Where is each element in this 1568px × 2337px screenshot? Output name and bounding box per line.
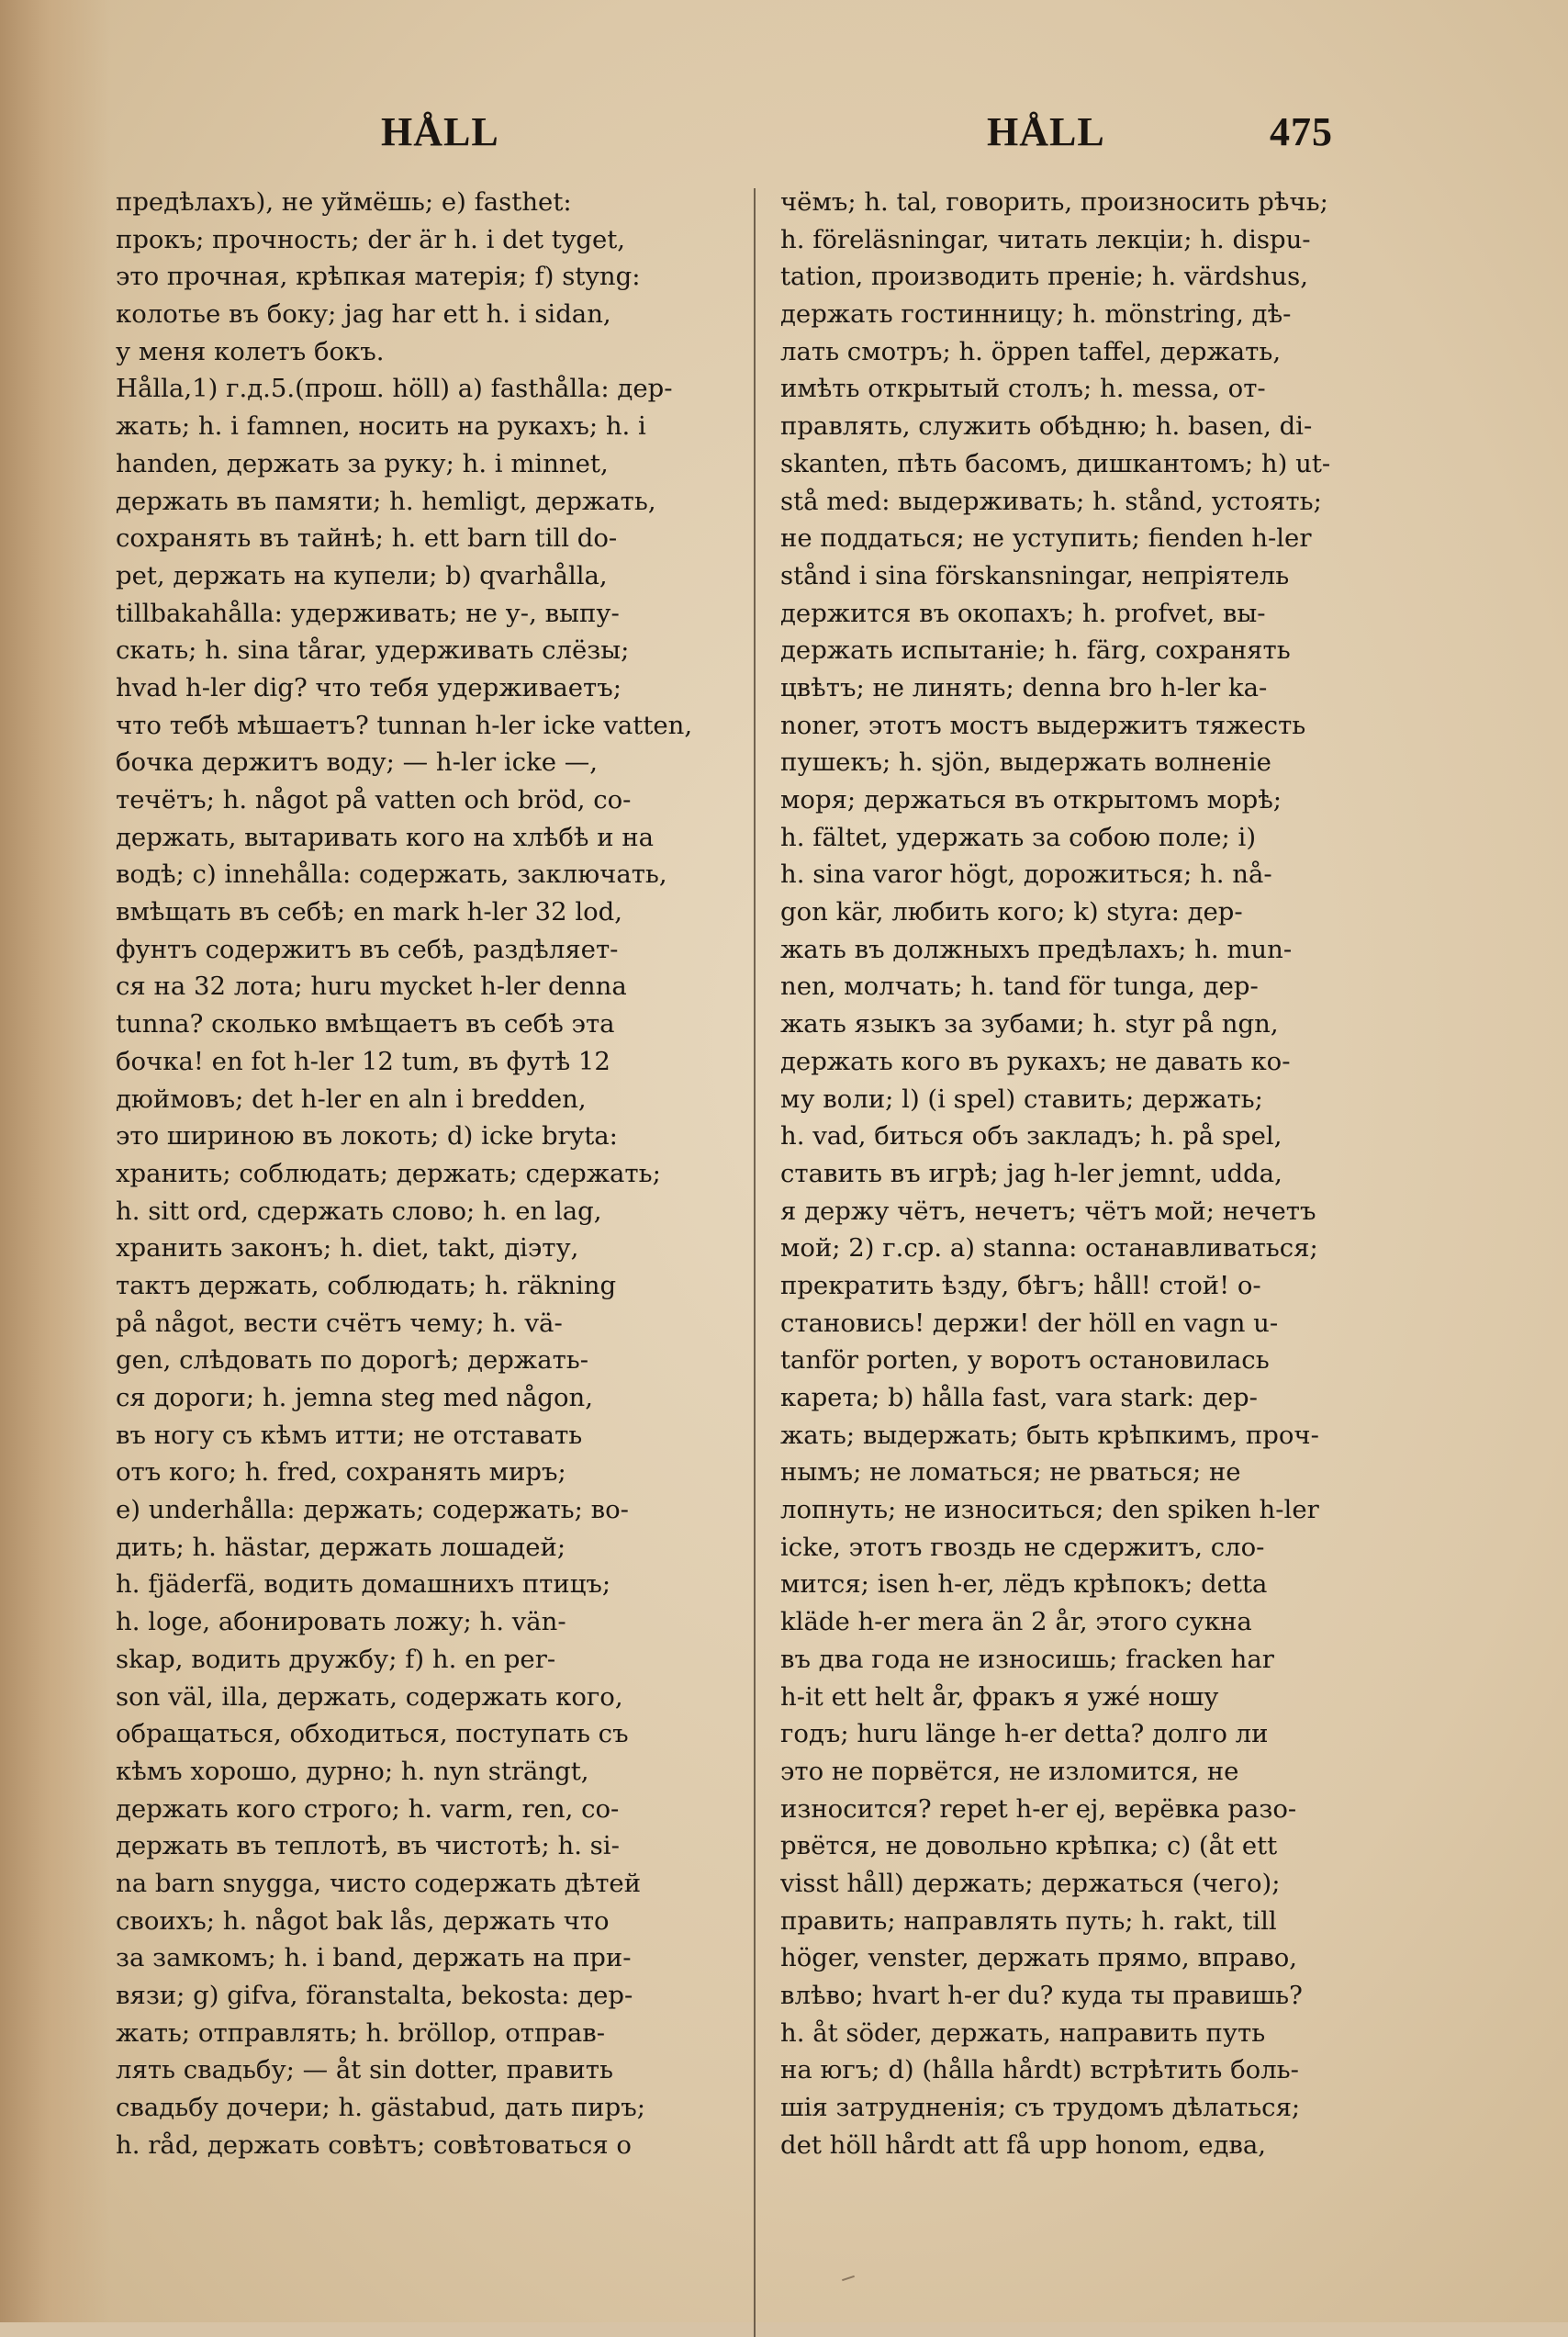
- dictionary-line: скать; h. sina tårar, удерживать слёзы;: [116, 635, 630, 666]
- dictionary-line: держать гостинницу; h. mönstring, дѣ-: [780, 299, 1292, 330]
- dictionary-line: моря; держаться въ открытомъ морѣ;: [780, 785, 1282, 815]
- dictionary-line: жать языкъ за зубами; h. styr på ngn,: [780, 1009, 1279, 1039]
- dictionary-line: держать, вытаривать кого на хлѣбѣ и на: [116, 822, 655, 852]
- dictionary-line: h. sitt ord, сдержать слово; h. en lag,: [116, 1196, 602, 1226]
- dictionary-line: водѣ; c) innehålla: содержать, заключать,: [116, 860, 667, 890]
- dictionary-line: tillbakahålla: удерживать; не у-, выпу-: [116, 598, 620, 628]
- left-column: [116, 184, 736, 2163]
- dictionary-line: na barn snygga, чисто содержать дѣтей: [116, 1868, 642, 1898]
- dictionary-line: h. åt söder, держать, направить путь: [780, 2017, 1266, 2048]
- dictionary-line: имѣть открытый столъ; h. messa, от-: [780, 374, 1266, 404]
- dictionary-line: kläde h-er mera än 2 år, этого сукна: [780, 1607, 1252, 1637]
- dictionary-line: hvad h-ler dig? что тебя удерживаетъ;: [116, 672, 622, 702]
- dictionary-line: своихъ; h. något bak lås, держать что: [116, 1905, 610, 1936]
- dictionary-line: предѣлахъ), не уймёшь; e) fasthet:: [116, 187, 572, 217]
- dictionary-line: h. loge, абонировать ложу; h. vän-: [116, 1607, 566, 1637]
- dictionary-line: лять свадьбу; — åt sin dotter, править: [116, 2055, 613, 2085]
- dictionary-line: износится? repet h-er ej, верёвка разо-: [780, 1793, 1297, 1824]
- dictionary-line: жать въ должныхъ предѣлахъ; h. mun-: [780, 934, 1293, 964]
- dictionary-line: править; направлять путь; h. rakt, till: [780, 1905, 1277, 1936]
- dictionary-line: я держу чётъ, нечетъ; чётъ мой; нечетъ: [780, 1196, 1316, 1226]
- dictionary-line: visst håll) держать; держаться (чего);: [780, 1868, 1281, 1898]
- dictionary-line: колотье въ боку; jag har ett h. i sidan,: [116, 299, 611, 330]
- dictionary-line: gon kär, любить кого; k) styra: дер-: [780, 897, 1243, 927]
- column-divider: [754, 188, 756, 2337]
- dictionary-line: tation, производить преніе; h. värdshus,: [780, 262, 1308, 292]
- left-running-head: HÅLL: [381, 109, 499, 154]
- dictionary-line: въ ногу съ кѣмъ итти; не отставать: [116, 1420, 583, 1450]
- dictionary-line: обращаться, обходиться, поступать съ: [116, 1719, 629, 1749]
- dictionary-line: skap, водить дружбу; f) h. en per-: [116, 1644, 556, 1674]
- dictionary-line: держать испытаніе; h. färg, сохранять: [780, 635, 1291, 666]
- dictionary-line: пушекъ; h. sjön, выдержать волненіе: [780, 747, 1271, 778]
- dictionary-line: stånd i sina förskansningar, непріятель: [780, 560, 1290, 590]
- dictionary-line: h-it ett helt år, фракъ я ужé ношу: [780, 1681, 1219, 1712]
- dictionary-line: вязи; g) gifva, föranstalta, bekosta: дер-: [116, 1981, 633, 2010]
- dictionary-line: skanten, пѣть басомъ, дишкантомъ; h) ut-: [780, 448, 1331, 478]
- dictionary-line: дить; h. hästar, держать лошадей;: [116, 1532, 566, 1562]
- dictionary-line: влѣво; hvart h-er du? куда ты правишь?: [780, 1981, 1303, 2010]
- dictionary-line: бочка! en fot h-ler 12 tum, въ футѣ 12: [116, 1046, 610, 1076]
- dictionary-line: son väl, illa, держать, содержать кого,: [116, 1681, 623, 1712]
- dictionary-line: gen, слѣдовать по дорогѣ; держать-: [116, 1345, 589, 1376]
- dictionary-line: держится въ окопахъ; h. profvet, вы-: [780, 598, 1266, 628]
- dictionary-line: это не порвётся, не изломится, не: [780, 1756, 1239, 1786]
- dictionary-line: это прочная, крѣпкая матерія; f) styng:: [116, 262, 641, 292]
- dictionary-line: h. råd, держать совѣтъ; совѣтоваться о: [116, 2129, 632, 2160]
- dictionary-line: tanför porten, у воротъ остановилась: [780, 1345, 1270, 1376]
- dictionary-line: h. vad, биться объ закладъ; h. på spel,: [780, 1121, 1282, 1152]
- dictionary-line: это шириною въ локоть; d) icke bryta:: [116, 1121, 618, 1152]
- dictionary-line: у меня колетъ бокъ.: [116, 336, 385, 366]
- dictionary-line: дюймовъ; det h-ler en aln i bredden,: [116, 1084, 587, 1114]
- dictionary-line: держать въ памяти; h. hemligt, держать,: [116, 486, 656, 516]
- dictionary-line: течётъ; h. något på vatten och bröd, со-: [116, 785, 632, 815]
- dictionary-line: ся дороги; h. jemna steg med någon,: [116, 1383, 594, 1412]
- dictionary-line: свадьбу дочери; h. gästabud, дать пиръ;: [116, 2093, 645, 2123]
- dictionary-line: не поддаться; не уступить; fienden h-ler: [780, 523, 1312, 554]
- dictionary-line: e) underhålla: держать; содержать; во-: [116, 1495, 629, 1525]
- dictionary-line: stå med: выдерживать; h. stånd, устоять;: [780, 486, 1322, 516]
- dictionary-line: держать кого въ рукахъ; не давать ко-: [780, 1046, 1291, 1076]
- dictionary-line: кѣмъ хорошо, дурно; h. nyn strängt,: [116, 1756, 589, 1786]
- dictionary-line: icke, этотъ гвоздь не сдержитъ, сло-: [780, 1532, 1265, 1562]
- dictionary-line: h. fjäderfä, водить домашнихъ птицъ;: [116, 1569, 611, 1600]
- dictionary-line: на югъ; d) (hålla hårdt) встрѣтить боль-: [780, 2055, 1299, 2085]
- dictionary-line: på något, вести счётъ чему; h. vä-: [116, 1308, 563, 1338]
- dictionary-line: h. sina varor högt, дорожиться; h. nå-: [780, 860, 1272, 890]
- dictionary-line: тактъ держать, соблюдать; h. räkning: [116, 1270, 617, 1300]
- dictionary-line: мой; 2) г.ср. a) stanna: останавливаться;: [780, 1233, 1318, 1264]
- dictionary-line: ся на 32 лота; huru mycket h-ler denna: [116, 972, 627, 1002]
- dictionary-line: noner, этотъ мостъ выдержитъ тяжесть: [780, 710, 1306, 740]
- dictionary-line: мится; isen h-er, лёдъ крѣпокъ; detta: [780, 1569, 1268, 1600]
- dictionary-line: держать кого строго; h. varm, ren, со-: [116, 1793, 620, 1824]
- dictionary-line: h. fältet, удержать за собою поле; i): [780, 822, 1257, 852]
- dictionary-line: бочка держитъ воду; — h-ler icke —,: [116, 747, 598, 778]
- dictionary-line: му воли; l) (i spel) ставить; держать;: [780, 1084, 1263, 1114]
- dictionary-line: карета; b) hålla fast, vara stark: дер-: [780, 1383, 1258, 1412]
- dictionary-line: годъ; huru länge h-er detta? долго ли: [780, 1719, 1269, 1749]
- dictionary-line: фунтъ содержитъ въ себѣ, раздѣляет-: [116, 934, 619, 964]
- dictionary-line: цвѣтъ; не линять; denna bro h-ler ka-: [780, 672, 1268, 702]
- dictionary-line: жать; отправлять; h. bröllop, отправ-: [116, 2017, 606, 2048]
- dictionary-line: хранить; соблюдать; держать; сдержать;: [116, 1158, 661, 1188]
- dictionary-line: становись! держи! der höll en vagn u-: [780, 1308, 1279, 1338]
- dictionary-line: за замкомъ; h. i band, держать на при-: [116, 1943, 632, 1973]
- dictionary-line: pet, держать на купели; b) qvarhålla,: [116, 560, 608, 590]
- dictionary-line: что тебѣ мѣшаетъ? tunnan h-ler icke vatten,: [116, 710, 693, 740]
- dictionary-line: чёмъ; h. tal, говорить, произносить рѣчь;: [780, 187, 1328, 217]
- dictionary-line: сохранять въ тайнѣ; h. ett barn till do-: [116, 523, 618, 554]
- dictionary-line: держать въ теплотѣ, въ чистотѣ; h. si-: [116, 1831, 620, 1861]
- dictionary-line: правлять, служить обѣдню; h. basen, di-: [780, 411, 1313, 442]
- dictionary-line: лопнуть; не износиться; den spiken h-ler: [780, 1495, 1319, 1525]
- dictionary-line: handen, держать за руку; h. i minnet,: [116, 448, 609, 478]
- dictionary-line: прокъ; прочность; der är h. i det tyget,: [116, 224, 626, 254]
- dictionary-line: прекратить ѣзду, бѣгъ; håll! стой! о-: [780, 1270, 1261, 1300]
- dictionary-line: отъ кого; h. fred, сохранять миръ;: [116, 1457, 566, 1488]
- page-number: 475: [1270, 109, 1333, 154]
- dictionary-line: жать; выдержать; быть крѣпкимъ, проч-: [780, 1420, 1319, 1450]
- right-running-head: HÅLL: [987, 109, 1105, 154]
- dictionary-line: вмѣщать въ себѣ; en mark h-ler 32 lod,: [116, 897, 623, 927]
- right-column: [780, 184, 1401, 2163]
- dictionary-line: лать смотръ; h. öppen taffel, держать,: [780, 336, 1282, 366]
- dictionary-line: höger, venster, держать прямо, вправо,: [780, 1943, 1298, 1973]
- dictionary-line: det höll hårdt att få upp honom, едва,: [780, 2129, 1267, 2160]
- dictionary-line: шія затрудненія; съ трудомъ дѣлаться;: [780, 2093, 1301, 2123]
- dictionary-line: хранить законъ; h. diet, takt, діэту,: [116, 1233, 579, 1264]
- dictionary-line: ставить въ игрѣ; jag h-ler jemnt, udda,: [780, 1158, 1282, 1188]
- dictionary-line: nen, молчать; h. tand för tunga, дер-: [780, 972, 1259, 1002]
- dictionary-line: рвётся, не довольно крѣпка; c) (åt ett: [780, 1831, 1278, 1861]
- dictionary-line: Hålla,1) г.д.5.(прош. höll) a) fasthålla: дер-: [116, 374, 673, 404]
- page-edge-shadow: [0, 0, 110, 2322]
- dictionary-line: жать; h. i famnen, носить на рукахъ; h. i: [116, 411, 646, 442]
- dictionary-line: нымъ; не ломаться; не рваться; не: [780, 1457, 1241, 1488]
- dictionary-line: tunna? сколько вмѣщаетъ въ себѣ эта: [116, 1009, 615, 1039]
- dictionary-line: h. föreläsningar, читать лекціи; h. dispu-: [780, 224, 1311, 254]
- dictionary-line: въ два года не износишь; fracken har: [780, 1644, 1274, 1674]
